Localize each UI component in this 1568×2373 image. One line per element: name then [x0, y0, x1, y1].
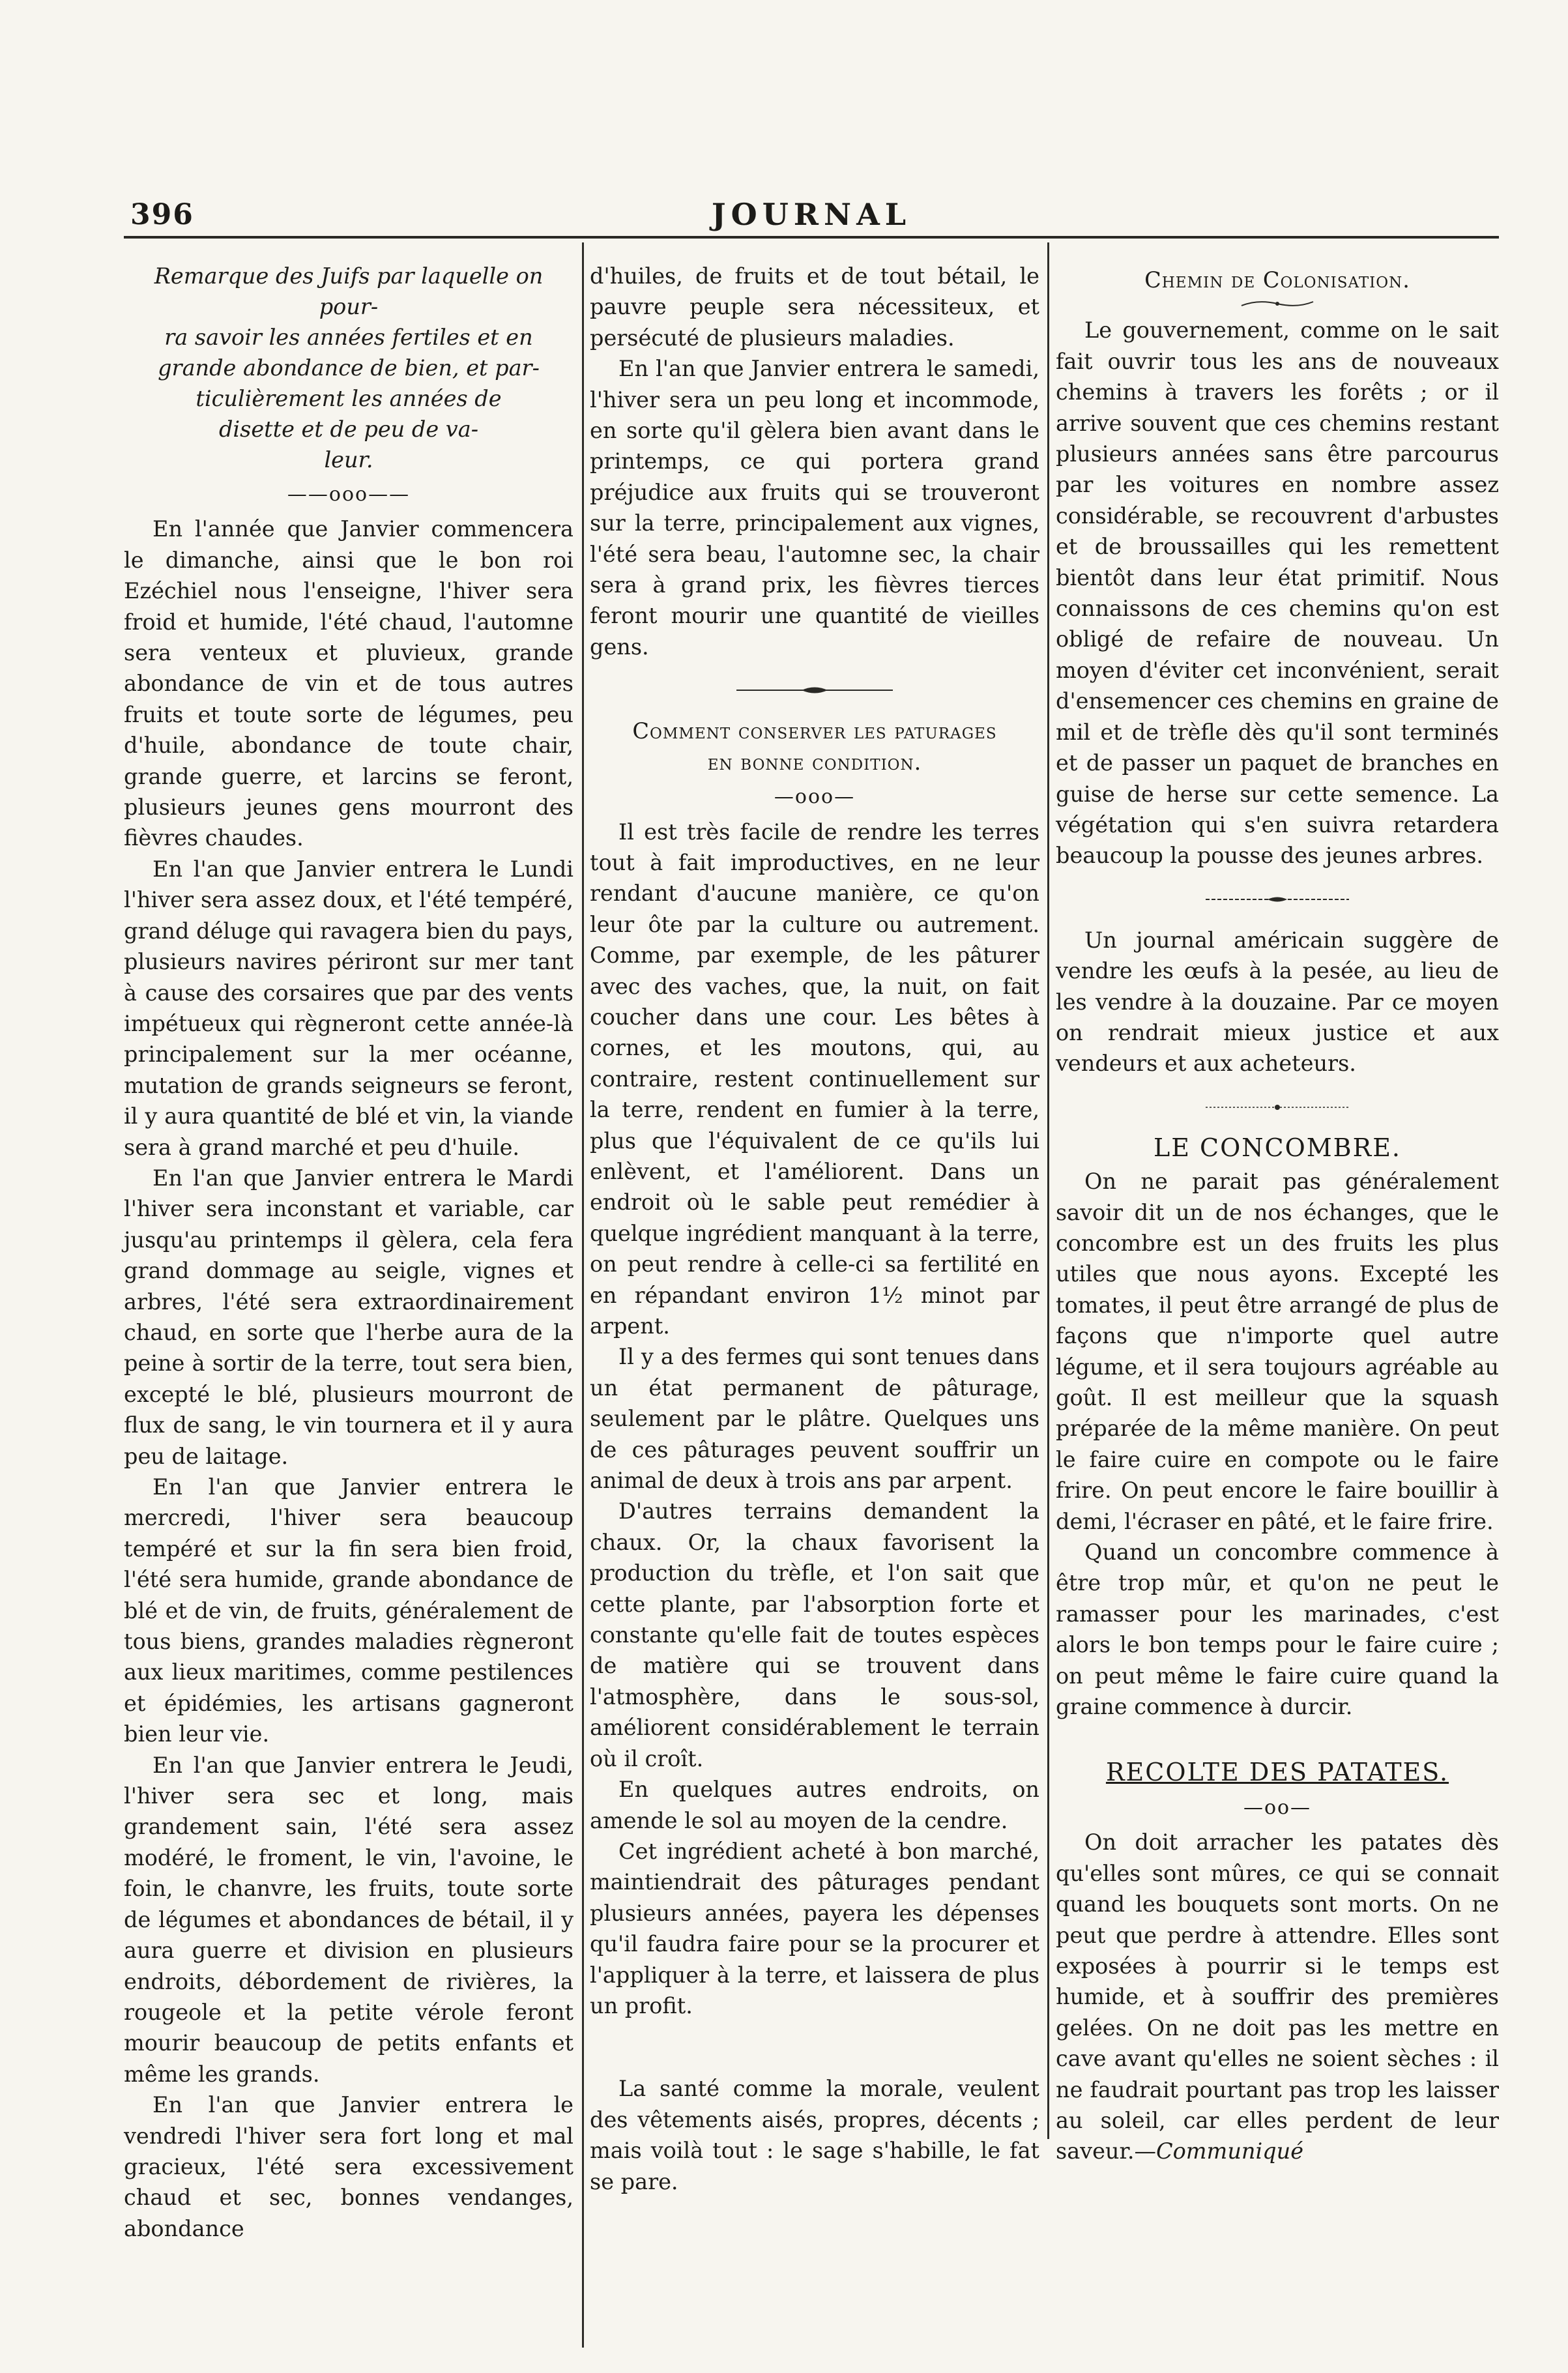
paragraph: En l'an que Janvier entrera le Jeudi, l'hiver sera sec et long, mais grandement sain, l'été sera assez modéré, le froment, le vin, l'avoine, le foin, le chanvre, les fruits, toute sorte de légumes et abondances de bétail, il y aura guerre et division en plusieurs endroits, débordement de rivières, la rougeole et la petite vérole feront mourir beaucoup de petits enfants et même les grands. [124, 1752, 573, 2087]
ornament-divider [1193, 1101, 1362, 1113]
paragraph: En l'an que Janvier entrera le vendredi l'hiver sera fort long et mal gracieux, l'été sera excessivement chaud et sec, bonnes vendanges, abondance [124, 2092, 573, 2241]
separator: —ooo— [774, 785, 856, 809]
column-3 [1056, 261, 1499, 2167]
column-1 [124, 261, 573, 2244]
separator: ——ooo—— [287, 483, 411, 506]
paragraph: En l'an que Janvier entrera le samedi, l'hiver sera un peu long et incommode, en sorte qu'il gèlera bien avant dans le printemps, ce qui portera grand préjudice aux fruits qui se trouveront sur la terre, principalement aux vignes, l'été sera beau, l'automne sec, la chair sera à grand prix, les fièvres tierces feront mourir une quantité de vieilles gens. [590, 356, 1039, 660]
section-title-paturages [590, 716, 1039, 778]
paragraph: En l'an que Janvier entrera le mercredi, l'hiver sera beaucoup tempéré et sur la fin sera bien froid, l'été sera humide, grande abondance de blé et de vin, de fruits, généralement de tous biens, grandes maladies règneront aux lieux maritimes, comme pestilences et épidémies, les artisans gagneront bien leur vie. [124, 1474, 573, 1747]
paragraph: Il est très facile de rendre les terres tout à fait improductives, en ne leur rendant d'aucune manière, ce qu'on leur ôte par la culture ou autrement. Comme, par exemple, de les pâturer avec des vaches, que, la nuit, on fait coucher dans une cour. Les bêtes à cornes, et les moutons, qui, au contraire, restent continuellement sur la terre, rendent en fumier à la terre, plus que l'équivalent de ce qu'ils lui enlèvent, et l'améliorent. Dans un endroit où le sable peut remédier à quelque ingrédient manquant à la terre, on peut rendre à celle-ci sa fertilité en en répandant environ 1½ minot par arpent. [590, 819, 1039, 1339]
heading-line: ticulièrement les années de [196, 386, 502, 411]
paragraph: Le gouvernement, comme on le sait fait ouvrir tous les ans de nouveaux chemins à travers les forêts ; or il arrive souvent que ces chemins restant plusieurs années sans être parcourus par les voitures en nombre assez considérable, se recouvrent d'arbustes et de broussailles qui les remettent bientôt dans leur état primitif. Nous connaissons de ces chemins qu'on est obligé de refaire de nouveau. Un moyen d'éviter cet inconvénient, serait d'ensemencer ces chemins en graine de mil et de trèfle dès qu'il sont terminés et de passer un paquet de branches en guise de herse sur cette semence. La végétation qui s'en suivra retardera beaucoup la pousse des jeunes arbres. [1056, 317, 1499, 869]
paragraph: En l'année que Janvier commencera le dimanche, ainsi que le bon roi Ezéchiel nous l'enseigne, l'hiver sera froid et humide, l'été chaud, l'automne sera venteux et pluvieux, grande abondance de vin et de tous autres fruits et toute sorte de légumes, peu d'huile, abondance de toute chair, grande guerre, et larcins se feront, plusieurs jeunes gens mourront des fièvres chaudes. [124, 516, 573, 851]
paragraph: On ne parait pas généralement savoir dit un de nos échanges, que le concombre est un des fruits les plus utiles que nous ayons. Excepté les tomates, il peut être arrangé de plus de façons que n'importe quel autre légume, et il sera toujours agréable au goût. Il est meilleur que la squash préparée de la même manière. On peut le faire cuire en compote ou le faire frire. On peut encore le faire bouillir à demi, l'écraser en pâté, et le faire frire. [1056, 1169, 1499, 1534]
paragraph [1056, 1827, 1499, 2166]
section-title-patates: RECOLTE DES PATATES. [1105, 1758, 1449, 1787]
section-title-chemin: Chemin de Colonisation. [1144, 267, 1410, 293]
column-2 [590, 261, 1039, 2197]
separator: —oo— [1243, 1796, 1312, 1819]
signature: Communiqué [1155, 2138, 1304, 2164]
spacer [1056, 1722, 1499, 1748]
running-title: JOURNAL [711, 197, 912, 232]
paragraph: Il y a des fermes qui sont tenues dans un état permanent de pâturage, seulement par le plâtre. Quelques uns de ces pâturages peuvent souffrir un animal de deux à trois ans par arpent. [590, 1344, 1039, 1494]
paragraph: Quand un concombre commence à être trop mûr, et qu'on ne peut le ramasser pour les marinades, c'est alors le bon temps pour le faire cuire ; on peut même le faire cuire quand la graine commence à durcir. [1056, 1539, 1499, 1720]
paragraph: Cet ingrédient acheté à bon marché, maintiendrait des pâturages pendant plusieurs années, payera les dépenses qu'il faudra faire pour se la procurer et l'appliquer à la terre, et laissera de plus un profit. [590, 1838, 1039, 2018]
article-heading-juifs [124, 261, 573, 475]
paragraph: La santé comme la morale, veulent des vêtements aisés, propres, décents ; mais voilà tout : le sage s'habille, le fat se pare. [590, 2076, 1039, 2194]
ornament-divider [730, 684, 899, 696]
heading-line: leur. [324, 447, 373, 473]
paragraph: Un journal américain suggère de vendre les œufs à la pesée, au lieu de les vendre à la douzaine. Par ce moyen on rendrait mieux justice et aux vendeurs et aux acheteurs. [1056, 927, 1499, 1077]
column-divider-left [582, 242, 584, 2348]
section-title-line: Comment conserver les paturages [632, 718, 997, 744]
heading-line: grande abondance de bien, et par- [158, 355, 540, 381]
heading-line: Remarque des Juifs par laquelle on pour- [154, 263, 544, 319]
heading-line: disette et de peu de va- [218, 416, 479, 442]
page-header [124, 193, 1499, 232]
spacer [590, 2021, 1039, 2073]
paragraph: En quelques autres endroits, on amende le sol au moyen de la cendre. [590, 1777, 1039, 1833]
page-number: 396 [130, 198, 194, 231]
header-rule [124, 236, 1499, 239]
paragraph: d'huiles, de fruits et de tout bétail, le pauvre peuple sera nécessiteux, et persécuté de plusieurs maladies. [590, 263, 1039, 351]
paragraph: D'autres terrains demandent la chaux. Or, la chaux favorisent la production du trèfle, et l'on sait que cette plante, par l'absorption forte et constante qu'elle fait de toutes espèces de matière qui se trouvent dans l'atmosphère, dans le sous-sol, améliorent considérablement le terrain où il croît. [590, 1498, 1039, 1771]
paragraph: En l'an que Janvier entrera le Lundi l'hiver sera assez doux, et l'été tempéré, grand déluge qui ravagera bien du pays, plusieurs navires périront sur mer tant à cause des corsaires que par des vents impétueux qui règneront cette année-là principalement sur la mer océanne, mutation de grands seigneurs se feront, il y aura quantité de blé et vin, la viande sera à grand marché et peu d'huile. [124, 856, 573, 1160]
ornament-divider [1193, 894, 1362, 905]
paragraph: En l'an que Janvier entrera le Mardi l'hiver sera inconstant et variable, car jusqu'au printemps il gèlera, cela fera grand dommage au seigle, vignes et arbres, l'été sera extraordinairement chaud, en sorte que l'herbe aura de la peine à sortir de la terre, tout sera bien, excepté le blé, plusieurs mourront de flux de sang, le vin tournera et il y aura peu de laitage. [124, 1165, 573, 1469]
section-title-concombre: LE CONCOMBRE. [1153, 1133, 1402, 1162]
column-divider-right [1047, 242, 1049, 2139]
section-title-line: en bonne condition. [707, 749, 922, 775]
ornament-divider [1238, 299, 1316, 308]
heading-line: ra savoir les années fertiles et en [164, 325, 533, 350]
paragraph-text: On doit arracher les patates dès qu'elles sont mûres, ce qui se connait quand les bouquets sont morts. On ne peut que perdre à attendre. Elles sont exposées à pourrir si le temps est humide, et à souffrir des premières gelées. On ne doit pas les mettre en cave avant qu'elles ne soient sèches : il ne faudrait pourtant pas trop les laisser au soleil, car elles perdent de leur saveur.— [1056, 1829, 1499, 2164]
